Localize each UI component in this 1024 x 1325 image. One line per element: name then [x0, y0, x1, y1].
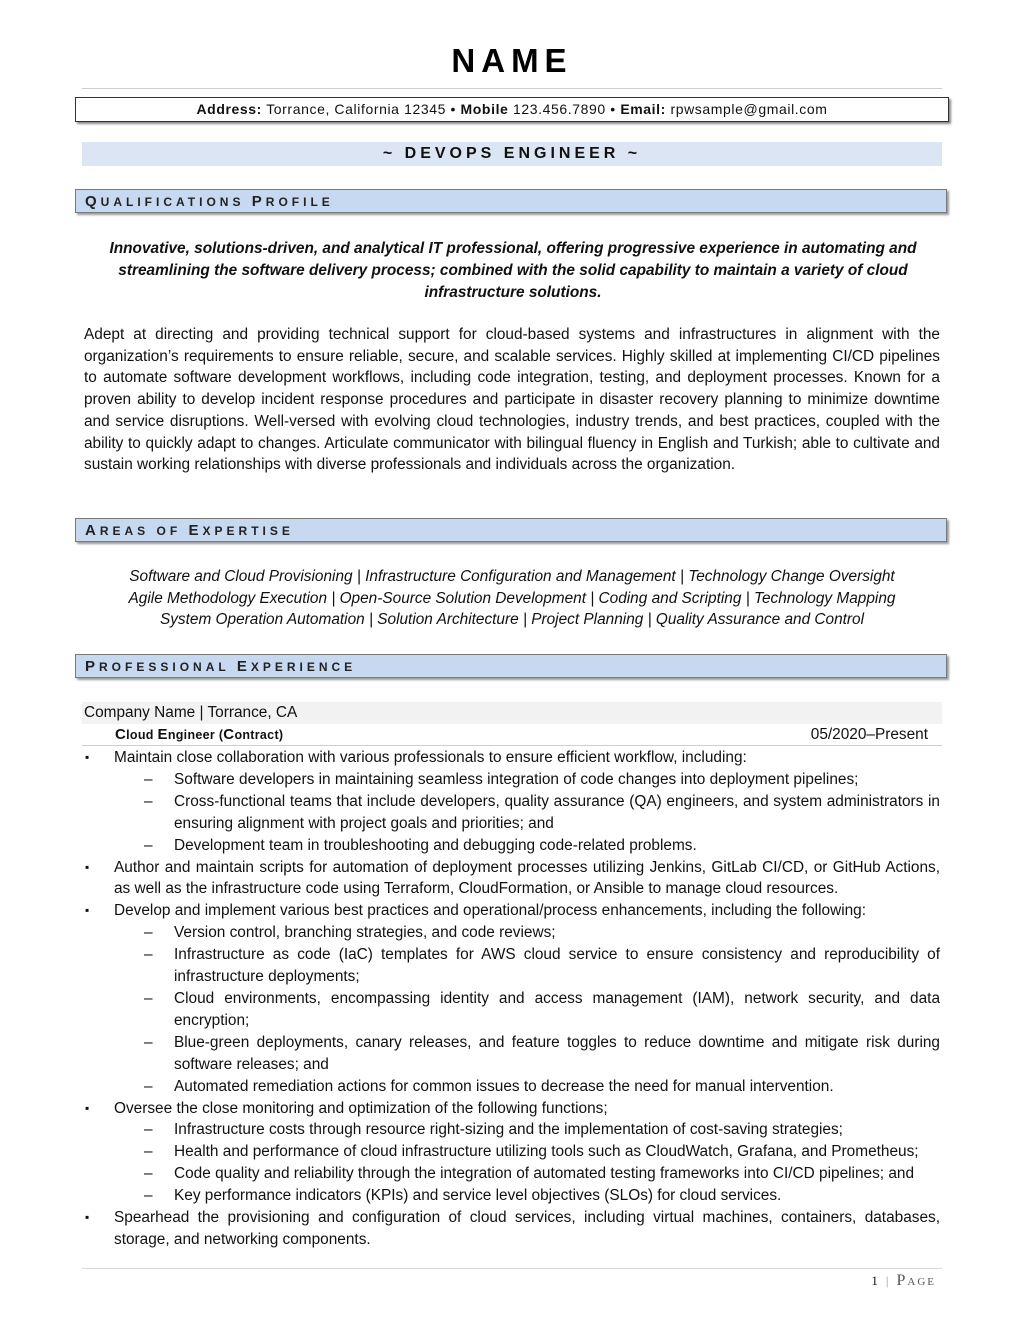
footer-separator: |: [885, 1273, 891, 1288]
contact-separator: •: [450, 101, 457, 117]
email-label: Email:: [620, 101, 666, 117]
sub-bullet-item: – Code quality and reliability through the integration of automated testing frameworks into CI/CD pipelines; and: [84, 1163, 940, 1185]
contact-bar: [75, 97, 949, 122]
sub-bullet-item: – Automated remediation actions for common issues to decrease the need for manual intervention.: [84, 1076, 940, 1098]
sub-bullet-item: – Cloud environments, encompassing identity and access management (IAM), network security, and data encryption;: [84, 988, 940, 1032]
role-dates: 05/2020–Present: [810, 726, 928, 743]
contact-separator: •: [610, 101, 616, 117]
email-value[interactable]: rpwsample@gmail.com: [670, 101, 828, 117]
sub-bullet-item: – Development team in troubleshooting and debugging code-related problems.: [84, 835, 940, 857]
bullet-item: ▪ Spearhead the provisioning and configuration of cloud services, including virtual machines, containers, databases, storage, and networking components.: [84, 1207, 940, 1251]
job-title: ~ DEVOPS ENGINEER ~: [82, 142, 942, 166]
company-line: Company Name | Torrance, CA: [82, 702, 942, 724]
expertise-line: Software and Cloud Provisioning | Infrastructure Configuration and Management | Technology Change Oversight: [129, 568, 895, 585]
role-line: [82, 724, 942, 746]
candidate-name: NAME: [451, 42, 573, 79]
sub-bullet-item: – Cross-functional teams that include developers, quality assurance (QA) engineers, and system administrators in ensuring alignment with project goals and priorities; and: [84, 791, 940, 835]
page-label: P: [896, 1272, 908, 1289]
experience-heading: PROFESSIONAL EXPERIENCE: [75, 654, 947, 678]
bullet-item: ▪ Oversee the close monitoring and optimization of the following functions;: [84, 1098, 940, 1120]
expertise-line: Agile Methodology Execution | Open-Source Solution Development | Coding and Scripting | Technology Mapping: [128, 589, 896, 607]
expertise-list: [82, 566, 942, 631]
sub-bullet-item: – Blue-green deployments, canary releases, and feature toggles to reduce downtime and mitigate risk during software releases; and: [84, 1032, 940, 1076]
sub-bullet-item: – Version control, branching strategies, and code reviews;: [84, 922, 940, 944]
sub-bullet-item: – Infrastructure as code (IaC) templates for AWS cloud service to ensure consistency and reproducibility of infrastructure deployments;: [84, 944, 940, 988]
bullet-item: ▪ Develop and implement various best practices and operational/process enhancements, including the following:: [84, 900, 940, 922]
footer-divider: [82, 1268, 942, 1269]
expertise-heading: AREAS OF EXPERTISE: [75, 518, 947, 542]
sub-bullet-item: – Infrastructure costs through resource right-sizing and the implementation of cost-saving strategies;: [84, 1119, 940, 1141]
mobile-label: Mobile: [460, 101, 509, 117]
page-number: 1: [871, 1273, 880, 1288]
sub-bullet-item: – Health and performance of cloud infrastructure utilizing tools such as CloudWatch, Grafana, and Prometheus;: [84, 1141, 940, 1163]
qualifications-summary: Adept at directing and providing technical support for cloud-based systems and infrastructures in alignment with the organization’s requirements to ensure reliable, secure, and scalable services. Highly skilled at implementing CI/CD pipelines to automate software development workflows, including code integration, testing, and deployment processes. Known for a proven ability to develop incident response procedures and participate in disaster recovery planning to minimize downtime and service disruptions. Well-versed with evolving cloud technologies, industry trends, and best practices, coupled with the ability to quickly adapt to changes. Articulate communicator with bilingual fluency in English and Turkish; able to cultivate and sustain working relationships with diverse professionals and individuals across the organization.: [84, 326, 940, 474]
sub-bullet-item: – Software developers in maintaining seamless integration of code changes into deployment pipelines;: [84, 769, 940, 791]
address-label: Address:: [196, 101, 262, 117]
sub-bullet-item: – Key performance indicators (KPIs) and service level objectives (SLOs) for cloud services.: [84, 1185, 940, 1207]
page-label-rest: AGE: [907, 1276, 936, 1288]
expertise-line: System Operation Automation | Solution Architecture | Project Planning | Quality Assurance and Control: [159, 611, 865, 628]
qualifications-intro: Innovative, solutions-driven, and analytical IT professional, offering progressive experience in automating and streamlining the software delivery process; combined with the solid capability to maintain a variety of cloud infrastructure solutions.: [109, 240, 917, 301]
bullet-item: ▪ Author and maintain scripts for automation of deployment processes utilizing Jenkins, GitLab CI/CD, or GitHub Actions, as well as the infrastructure code using Terraform, CloudFormation, or Ansible to manage cloud resources.: [84, 857, 940, 901]
role-title: Cloud Engineer (Contract): [115, 726, 284, 743]
mobile-value: 123.456.7890: [512, 101, 606, 117]
experience-bullets: [84, 747, 940, 1251]
address-value: Torrance, California 12345: [266, 101, 446, 117]
name-divider: [82, 88, 942, 89]
page-footer: [871, 1272, 936, 1290]
bullet-item: ▪ Maintain close collaboration with various professionals to ensure efficient workflow, including:: [84, 747, 940, 769]
qualifications-heading: QUALIFICATIONS PROFILE: [75, 189, 947, 213]
